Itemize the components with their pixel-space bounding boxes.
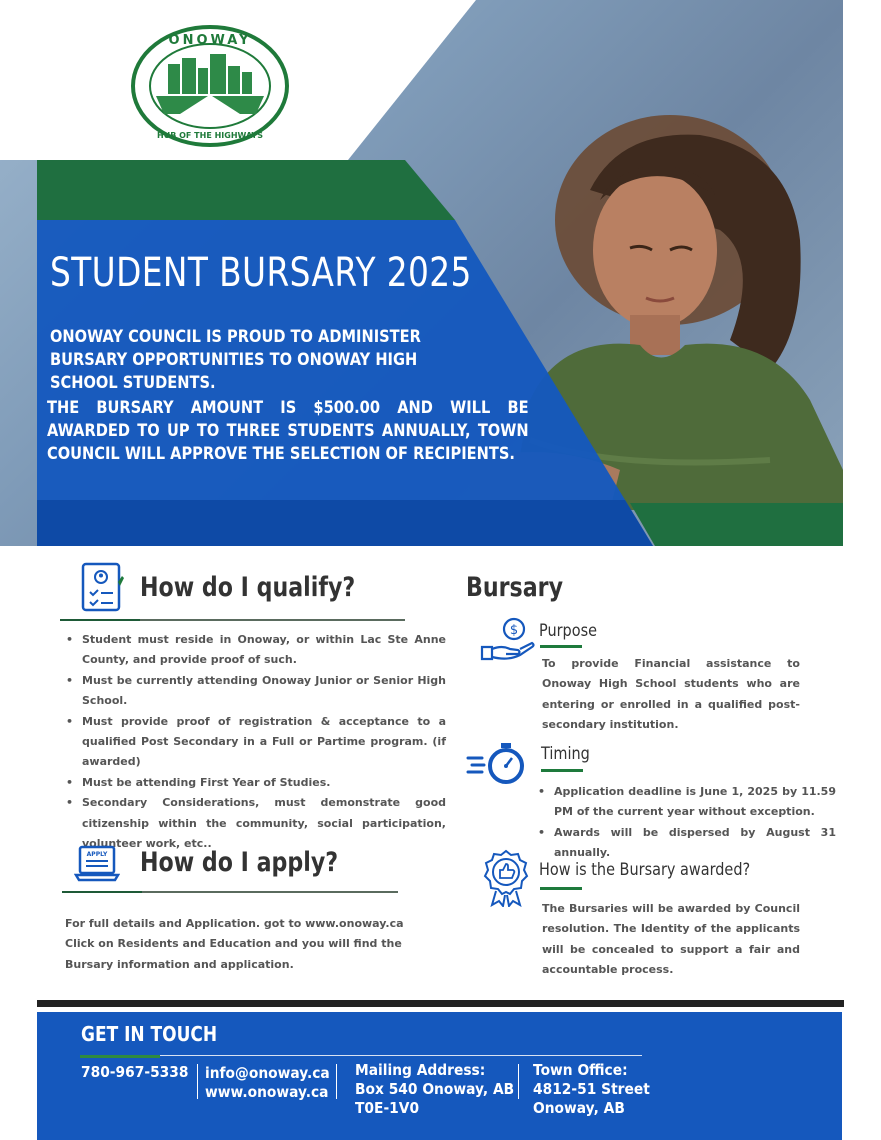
qualify-item: • Must be currently attending Onoway Junior or Senior High School. xyxy=(82,671,446,712)
footer-phone[interactable]: 780-967-5338 xyxy=(81,1063,189,1081)
qualify-item: • Must provide proof of registration & acceptance to a qualified Post Secondary in a Full or Partime program. (if awarded) xyxy=(82,712,446,773)
hero-title: STUDENT BURSARY 2025 xyxy=(50,250,472,296)
apply-line: Bursary information and application. xyxy=(65,957,294,971)
qualify-divider xyxy=(60,619,405,621)
onoway-logo xyxy=(130,24,290,148)
apply-title: How do I apply? xyxy=(140,847,339,878)
timing-item: • Awards will be dispersed by August 31 annually. xyxy=(554,823,836,864)
footer-contact-web xyxy=(205,1064,330,1102)
apply-line: Click on Residents and Education and you will find the xyxy=(65,937,402,951)
hero-banner xyxy=(0,0,881,546)
footer-separator xyxy=(336,1064,337,1099)
qualify-item: • Student must reside in Onoway, or within Lac Ste Anne County, and provide proof of such. xyxy=(82,630,446,671)
mailing-label: Mailing Address: xyxy=(355,1061,486,1079)
footer-website-link[interactable]: www.onoway.ca xyxy=(205,1083,329,1101)
footer-divider-accent xyxy=(80,1055,160,1058)
logo-bottom-text: HUB OF THE HIGHWAYS xyxy=(157,131,263,140)
right-margin-strip xyxy=(843,0,881,546)
purpose-text: To provide Financial assistance to Onoway High School students who are entering or enrolled in a qualified post-secondary institution. xyxy=(542,657,800,732)
qualify-item: • Must be attending First Year of Studies. xyxy=(82,773,446,793)
office-line: 4812-51 Street xyxy=(533,1080,650,1098)
apply-divider xyxy=(62,891,398,893)
footer-title: GET IN TOUCH xyxy=(81,1022,218,1046)
apply-icon-label: APPLY xyxy=(86,851,108,858)
footer-separator xyxy=(518,1064,519,1099)
footer-divider xyxy=(160,1055,642,1056)
apply-line: For full details and Application. got to www.onoway.ca xyxy=(65,917,404,930)
timing-title: Timing xyxy=(541,744,590,764)
purpose-divider xyxy=(540,645,582,648)
document-checklist-icon xyxy=(80,562,124,614)
footer-town-office xyxy=(533,1061,650,1118)
logo-top-text: ONOWAY xyxy=(168,33,252,48)
bursary-title: Bursary xyxy=(466,572,564,603)
footer-separator xyxy=(197,1064,198,1099)
qualify-item: • Secondary Considerations, must demonstrate good citizenship within the community, social participation, volunteer work, etc.. xyxy=(82,793,446,854)
money-hand-icon xyxy=(480,617,536,663)
svg-text:$: $ xyxy=(509,623,519,638)
stopwatch-icon xyxy=(466,740,530,786)
footer-mailing-address xyxy=(355,1061,514,1118)
purpose-title: Purpose xyxy=(539,621,597,641)
hero-intro-text: ONOWAY COUNCIL IS PROUD TO ADMINISTER BURSARY OPPORTUNITIES TO ONOWAY HIGH SCHOOL STUDENTS. xyxy=(50,327,421,393)
office-label: Town Office: xyxy=(533,1061,628,1079)
timing-item: • Application deadline is June 1, 2025 by 11.59 PM of the current year without exception. xyxy=(554,782,836,823)
footer-email-link[interactable]: info@onoway.ca xyxy=(205,1064,330,1082)
apply-text xyxy=(65,914,405,975)
awarded-text: The Bursaries will be awarded by Council resolution. The Identity of the applicants will be concealed to support a fair and accountable process. xyxy=(542,902,800,977)
qualify-title: How do I qualify? xyxy=(140,572,356,603)
hero-amount-text: THE BURSARY AMOUNT IS $500.00 AND WILL BE AWARDED TO UP TO THREE STUDENTS ANNUALLY, TOWN COUNCIL WILL APPROVE THE SELECTION OF RECIPIENTS. xyxy=(47,398,529,464)
laptop-apply-icon xyxy=(74,845,120,883)
footer-top-bar xyxy=(37,1000,844,1007)
mailing-line: T0E-1V0 xyxy=(355,1099,420,1117)
award-badge-icon xyxy=(481,849,531,907)
mailing-line: Box 540 Onoway, AB xyxy=(355,1080,515,1098)
qualify-list xyxy=(66,630,446,854)
awarded-divider xyxy=(540,887,582,890)
awarded-title: How is the Bursary awarded? xyxy=(539,860,751,880)
office-line: Onoway, AB xyxy=(533,1099,625,1117)
timing-list xyxy=(538,782,836,864)
timing-divider xyxy=(541,769,583,772)
